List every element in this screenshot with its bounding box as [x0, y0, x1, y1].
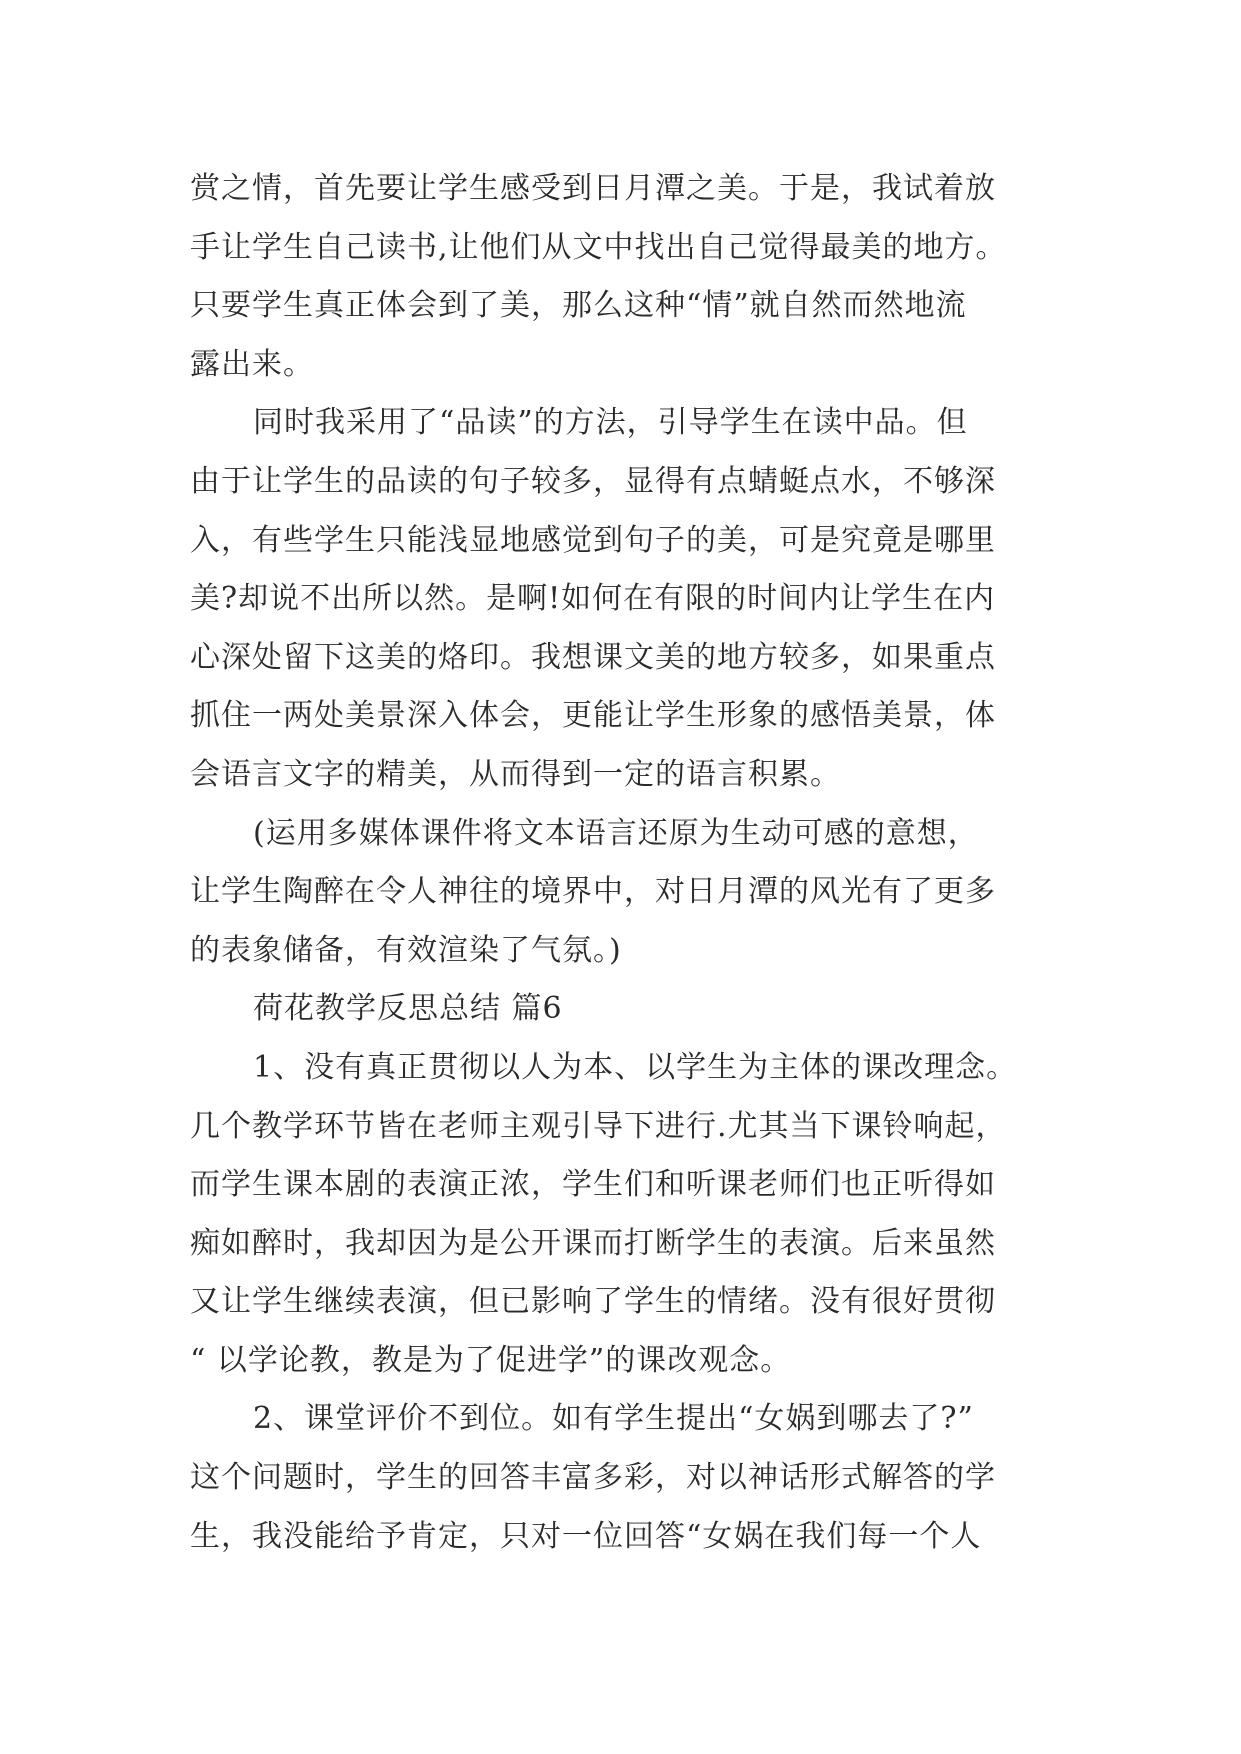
text-line: 痴如醉时，我却因为是公开课而打断学生的表演。后来虽然: [190, 1225, 996, 1261]
text-line: 的表象储备，有效渲染了气氛。): [190, 932, 622, 968]
text-line: 入，有些学生只能浅显地感觉到句子的美，可是究竟是哪里: [190, 522, 996, 558]
paragraph-start-line: 1、没有真正贯彻以人为本、以学生为主体的课改理念。: [253, 1049, 1018, 1085]
text-line: 又让学生继续表演，但已影响了学生的情绪。没有很好贯彻: [190, 1284, 996, 1320]
text-line: 心深处留下这美的烙印。我想课文美的地方较多，如果重点: [190, 639, 996, 675]
text-line: 让学生陶醉在令人神往的境界中，对日月潭的风光有了更多: [190, 874, 996, 910]
text-line: 而学生课本剧的表演正浓，学生们和听课老师们也正听得如: [190, 1167, 996, 1203]
paragraph-start-line: 同时我采用了“品读”的方法，引导学生在读中品。但: [253, 405, 968, 441]
text-line: 只要学生真正体会到了美，那么这种“情”就自然而然地流: [190, 288, 967, 324]
text-line: 抓住一两处美景深入体会，更能让学生形象的感悟美景，体: [190, 698, 996, 734]
paragraph-start-line: (运用多媒体课件将文本语言还原为生动可感的意想，: [253, 815, 979, 851]
document-body: [190, 160, 1090, 1566]
text-line: 由于让学生的品读的句子较多，显得有点蜻蜓点水，不够深: [190, 463, 996, 499]
section-heading: 荷花教学反思总结 篇6: [253, 991, 563, 1027]
text-line: 会语言文字的精美，从而得到一定的语言积累。: [190, 756, 841, 792]
text-line: 这个问题时，学生的回答丰富多彩，对以神话形式解答的学: [190, 1460, 996, 1496]
text-line: “ 以学论教，教是为了促进学”的课改观念。: [190, 1342, 792, 1378]
text-line: 手让学生自己读书,让他们从文中找出自己觉得最美的地方。: [190, 229, 1007, 265]
text-line: 美?却说不出所以然。是啊!如何在有限的时间内让学生在内: [190, 581, 996, 617]
text-line: 露出来。: [190, 346, 314, 382]
text-line: 生，我没能给予肯定，只对一位回答“女娲在我们每一个人: [190, 1518, 982, 1554]
text-line: 赏之情，首先要让学生感受到日月潭之美。于是，我试着放: [190, 171, 996, 206]
paragraph-start-line: 2、课堂评价不到位。如有学生提出“女娲到哪去了?”: [253, 1401, 974, 1437]
text-line: 几个教学环节皆在老师主观引导下进行.尤其当下课铃响起，: [190, 1108, 1007, 1144]
